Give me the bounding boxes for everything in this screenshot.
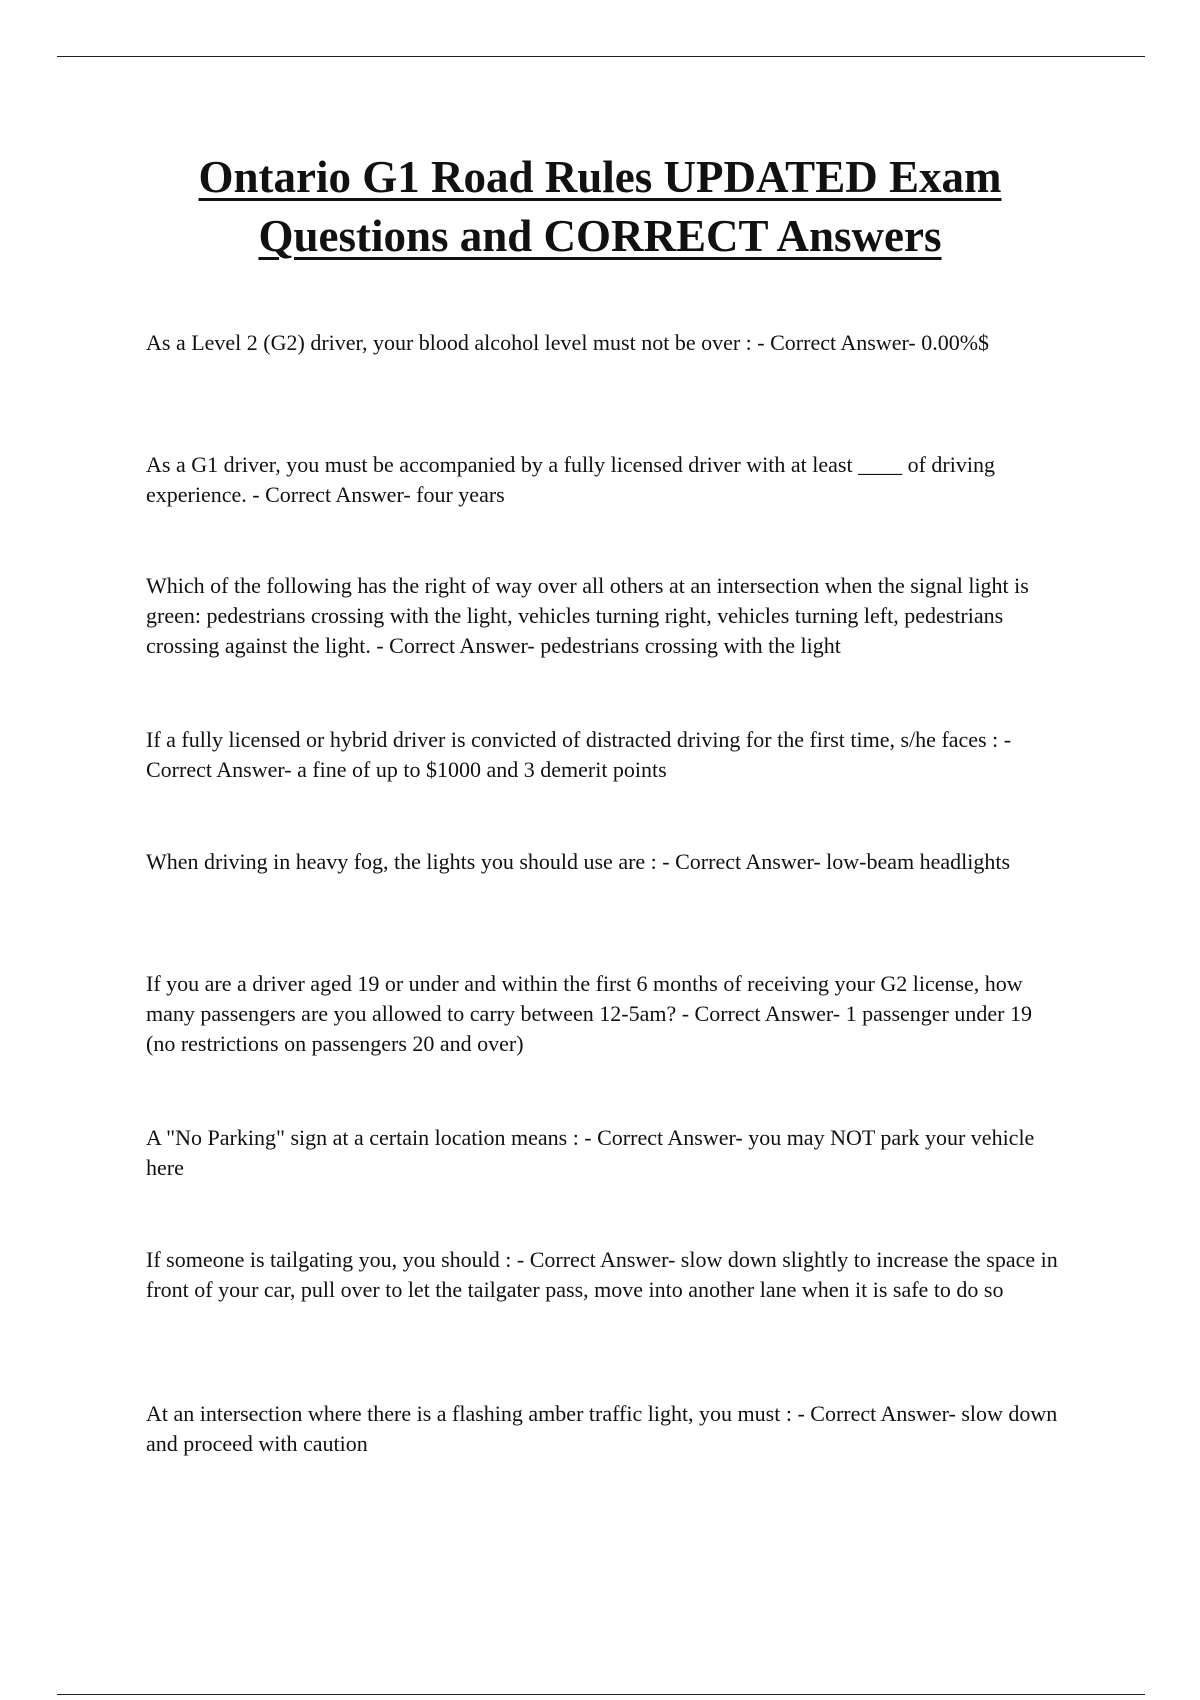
question-item: If someone is tailgating you, you should : - Correct Answer- slow down slightly to increase the space in front of your car, pull over to let the tailgater pass, move into another lane when it is safe to do so [146, 1247, 1058, 1302]
title-line-2: Questions and CORRECT Answers [258, 211, 942, 261]
top-rule [57, 56, 1145, 57]
bottom-rule [57, 1694, 1145, 1695]
question-item: If a fully licensed or hybrid driver is convicted of distracted driving for the first time, s/he faces : - Correct Answer- a fine of up to $1000 and 3 demerit points [146, 727, 1012, 782]
question-item: As a G1 driver, you must be accompanied by a fully licensed driver with at least ____ of driving experience. - Correct Answer- four years [146, 452, 995, 507]
question-item: At an intersection where there is a flashing amber traffic light, you must : - Correct Answer- slow down and proceed with caution [146, 1401, 1058, 1456]
document-title [0, 148, 1200, 266]
question-item: When driving in heavy fog, the lights you should use are : - Correct Answer- low-beam headlights [146, 849, 1011, 874]
question-item: A "No Parking" sign at a certain location means : - Correct Answer- you may NOT park your vehicle here [146, 1125, 1035, 1180]
question-item: Which of the following has the right of way over all others at an intersection when the signal light is green: pedestrians crossing with the light, vehicles turning right, vehicles turning left, pedestrians crossing against the light. - Correct Answer- pedestrians crossing with the light [146, 573, 1029, 658]
title-line-1: Ontario G1 Road Rules UPDATED Exam [198, 152, 1002, 202]
question-item: As a Level 2 (G2) driver, your blood alcohol level must not be over : - Correct Answer- 0.00%$ [146, 330, 990, 355]
question-item: If you are a driver aged 19 or under and within the first 6 months of receiving your G2 license, how many passengers are you allowed to carry between 12-5am? - Correct Answer- 1 passenger under 19 (no restrictions on passengers 20 and over) [146, 971, 1032, 1056]
